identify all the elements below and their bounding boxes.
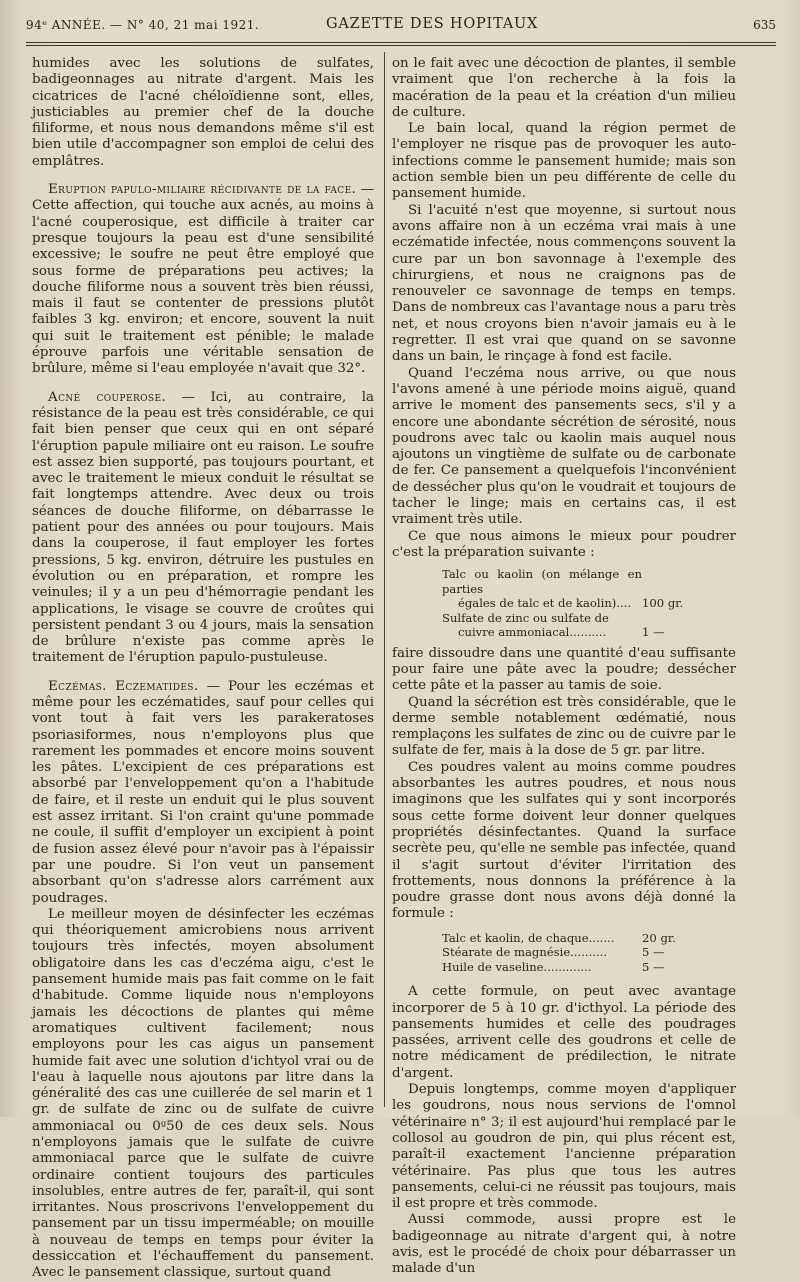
paragraph: Le bain local, quand la région permet de l'employer ne risque pas de provoquer les auto-infections comme le pansement humide; mais son action semble bien un peu différente de celle du pansement humide. [392,121,736,202]
header-rule-bottom [26,45,776,46]
paragraph: Aussi commode, aussi propre est le badigeonnage au nitrate d'argent qui, à notre avis, est le procédé de choix pour débarrasser un malade d'un [392,1212,736,1277]
paragraph: Ce que nous aimons le mieux pour poudrer c'est la préparation suivante : [392,528,736,560]
formula-qty: 1 — [642,625,665,640]
paragraph: on le fait avec une décoction de plantes, il semble vraiment que l'on recherche à la fois la macération de la peau et la création d'un milieu de culture. [392,56,736,120]
paragraph: A cette formule, on peut avec avantage incorporer de 5 à 10 gr. d'icthyol. La période des pansements humides et celle des poudrages passées, arrivent celle des goudrons et celle de notre médicament de prédilection, le nitrate d'argent. [392,984,736,1081]
formula-label: Stéarate de magnésie.......... [442,945,608,960]
section-text: — Cette affection, qui touche aux acnés, au moins à l'acné couperosique, est difficile à traiter car presque toujours la peau est d'une sensibilité excessive; le soufre ne peut être employé que sous forme de préparations peu actives; la douche filiforme nous a souvent très bien réussi, mais il faut se contenter de pressions plutôt faibles 3 kg. environ; et encore, souvent la nuit qui suit le traitement est pénible; le malade éprouve parfois une véritable sensation de brûlure, même si l'eau employée n'avait que 32°. [32,182,374,377]
formula-powder [392,567,692,640]
issue-info: 94ᵉ ANNÉE. — N° 40, 21 mai 1921. [26,18,260,32]
publication-title: GAZETTE DES HOPITAUX [326,16,539,32]
page-number: 635 [753,18,776,32]
section-title: Acné couperose. [48,389,167,405]
column-separator [384,52,385,1107]
section-title: Eczémas. Eczematides. [48,678,199,694]
formula-qty: 20 gr. [642,930,676,945]
section-text: — Ici, au contraire, la résistance de la peau est très considérable, ce qui fait bien penser que ceux qui en ont séparé l'éruption papule miliaire ont eu raison. Le soufre est assez bien supporté, pas toujours pourtant, et avec le traitement le mieux conduit le résultat se fait longtemps attendre. Avec deux ou trois séances de douche filiforme, on débarrasse le patient pour des années ou pour toujours. Mais dans la couperose, il faut employer les fortes pressions, 5 kg. environ, détruire les pustules en évolution ou en préparation, et rompre les veinules; il y a un peu d'hémorragie pendant les applications, le visage se couvre de croûtes qui persistent pendant 3 ou 4 jours, mais la sensation de brûlure n'existe pas comme après le traitement de l'éruption papulo-pustuleuse. [32,389,374,666]
page-header [26,14,776,36]
formula-row [442,625,692,640]
formula-label: Talc ou kaolin (on mélange en parties [442,567,642,596]
formula-qty [642,611,692,626]
formula-row [442,931,692,946]
formula-label: Talc et kaolin, de chaque....... [442,930,615,945]
formula-qty: 100 gr. [642,596,684,611]
paragraph: humides avec les solutions de sulfates, badigeonnages au nitrate d'argent. Mais les cicatrices de l'acné chéloïdienne sont, elles, justiciables au premier chef de la douche filiforme, et nous nous demandons même s'il est bien utile d'accompagner son emploi de celui des emplâtres. [32,56,374,169]
paragraph: Depuis longtemps, comme moyen d'appliquer les goudrons, nous nous servions de l'omnol vétérinaire n° 3; il est aujourd'hui remplacé par le collosol au goudron de pin, qui plus récent est, paraît-il exactement l'ancienne préparation vétérinaire. Pas plus que tous les autres pansements, celui-ci ne réussit pas toujours, mais il est propre et très commode. [392,1082,736,1212]
formula-row [442,611,692,626]
formula-row [442,960,692,975]
section-acne-couperose [32,390,374,667]
formula-label: cuivre ammoniacal.......... [458,625,607,640]
paragraph: Ces poudres valent au moins comme poudres absorbantes les autres poudres, et nous nous imaginons que les sulfates qui y sont incorporés sous cette forme doivent leur donner quelques propriétés désinfectantes. Quand la surface secrète peu, qu'elle ne semble pas infectée, quand il s'agit surtout d'éviter l'irritation des frottements, nous donnons la préférence à la poudre grasse dont nous avons déjà donné la formule : [392,759,736,922]
section-eruption [32,182,374,378]
formula-label: Sulfate de zinc ou sulfate de [442,610,609,625]
formula-row [442,945,692,960]
formula-fatty-powder [392,931,692,975]
paragraph: Si l'acuité n'est que moyenne, si surtout nous avons affaire non à un eczéma vrai mais à une eczématide infectée, nous commençons souvent la cure par un bon savonnage à l'exemple des chirurgiens, et nous ne craignons pas de renouveler ce savonnage de temps en temps. Dans de nombreux cas l'avantage nous a paru très net, et nous croyons bien n'avoir jamais eu à le regretter. Il est vrai que quand on se savonne dans un bain, le rinçage à fond est facile. [392,202,736,365]
section-title: Eruption papulo-miliaire récidivante de la face. [48,182,357,198]
formula-label: Huile de vaseline............. [442,959,592,974]
formula-qty: 5 — [642,959,665,974]
formula-row [442,596,692,611]
section-text: — Pour les eczémas et même pour les eczématides, sauf pour celles qui vont tout à fait vers les parakeratoses psoriasiformes, nous n'employons plus que rarement les pommades et encore moins souvent les pâtes. L'excipient de ces préparations est absorbé par l'enveloppement qu'on a l'habitude de faire, et il reste un enduit qui le plus souvent est assez irritant. Si l'on craint qu'une pommade ne coule, il suffit d'employer un excipient à point de fusion assez élevé pour n'avoir pas à l'épaissir par une poudre. Si l'on veut un pansement absorbant qu'on s'adresse alors carrément aux poudrages. [32,678,374,906]
right-column [392,56,736,1278]
paragraph: faire dissoudre dans une quantité d'eau suffisante pour faire une pâte avec la poudre; dessécher cette pâte et la passer au tamis de soie. [392,645,736,694]
section-eczemas [32,679,374,907]
left-column [32,56,374,1282]
header-rule-top [26,42,776,43]
formula-label: égales de talc et de kaolin).... [458,596,632,611]
paragraph: Quand l'eczéma nous arrive, ou que nous l'avons amené à une période moins aiguë, quand arrive le moment des pansements secs, s'il y a encore une abondante sécrétion de sérosité, nous poudrons avec talc ou kaolin mais auquel nous ajoutons un vingtième de sulfate ou de carbonate de fer. Ce pansement a quelquefois l'inconvénient de dessécher plus qu'on le voudrait et toujours de tacher le linge; mais en certains cas, il est vraiment très utile. [392,365,736,528]
formula-qty: 5 — [642,945,665,960]
formula-qty [642,567,692,596]
paragraph: Le meilleur moyen de désinfecter les eczémas qui théoriquement amicrobiens nous arrivent toujours très infectés, moyen absolument obligatoire dans les cas d'eczéma aigu, c'est le pansement humide mais pas fait comme on le fait d'habitude. Comme liquide nous n'employons jamais les décoctions de plantes qui même aromatiques cultivent facilement; nous employons pour les cas aigus un pansement humide fait avec une solution d'ichtyol vrai ou de l'eau à laquelle nous ajoutons par litre dans la généralité des cas une cuillerée de sel marin et 1 gr. de sulfate de zinc ou de sulfate de cuivre ammoniacal ou 0ᵍ50 de ces deux sels. Nous n'employons jamais que le sulfate de cuivre ammoniacal parce que le sulfate de cuivre ordinaire contient toujours des particules insolubles, entre autres de fer, paraît-il, qui sont irritantes. Nous proscrivons l'enveloppement du pansement par un tissu imperméable; on mouille à nouveau de temps en temps pour éviter la dessiccation et l'échauffement du pansement. Avec le pansement classique, surtout quand [32,906,374,1281]
formula-row [442,567,692,596]
paragraph: Quand la sécrétion est très considérable, que le derme semble notablement œdématié, nous remplaçons les sulfates de zinc ou de cuivre par le sulfate de fer, mais à la dose de 5 gr. par litre. [392,694,736,759]
